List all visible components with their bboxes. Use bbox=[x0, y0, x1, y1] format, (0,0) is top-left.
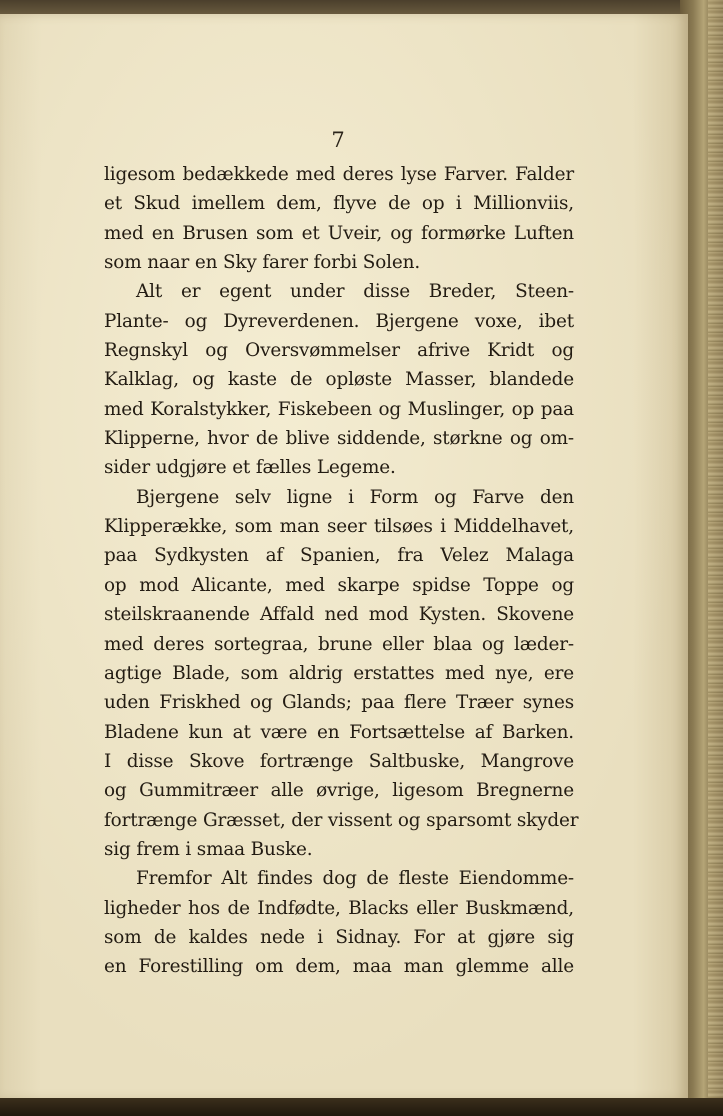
text-line: et Skud imellem dem, flyve de op i Millionviis, bbox=[104, 193, 574, 215]
book-bottom-edge bbox=[0, 1098, 723, 1116]
text-line: Kalklag, og kaste de opløste Masser, blandede bbox=[104, 369, 574, 391]
text-line: Regnskyl og Oversvømmelser afrive Kridt og bbox=[104, 340, 574, 362]
text-line: med Koralstykker, Fiskebeen og Muslinger, op paa bbox=[104, 398, 574, 420]
page-number: 7 bbox=[331, 128, 345, 152]
text-line: Fremfor Alt findes dog de fleste Eiendomme- bbox=[136, 868, 574, 890]
text-line: som naar en Sky farer forbi Solen. bbox=[104, 252, 421, 274]
text-line: og Gummitræer alle øvrige, ligesom Bregnerne bbox=[104, 780, 574, 802]
text-line: med en Brusen som et Uveir, og formørke Luften bbox=[104, 222, 574, 244]
text-line: Klipperne, hvor de blive siddende, størkne og om- bbox=[104, 428, 574, 450]
text-line: Klipperække, som man seer tilsøes i Middelhavet, bbox=[104, 516, 574, 538]
text-line: fortrænge Græsset, der vissent og sparsomt skyder bbox=[104, 809, 579, 831]
text-line: en Forestilling om dem, maa man glemme alle bbox=[104, 956, 574, 978]
text-line: med deres sortegraa, brune eller blaa og læder- bbox=[104, 633, 574, 655]
text-line: Bladene kun at være en Fortsættelse af Barken. bbox=[104, 721, 574, 743]
text-line: som de kaldes nede i Sidnay. For at gjøre sig bbox=[104, 926, 574, 948]
text-line: agtige Blade, som aldrig erstattes med nye, ere bbox=[104, 662, 574, 684]
body-text bbox=[104, 160, 579, 982]
text-line: ligesom bedækkede med deres lyse Farver. Falder bbox=[104, 164, 574, 185]
text-line: I disse Skove fortrænge Saltbuske, Mangrove bbox=[104, 750, 574, 772]
text-line: sider udgjøre et fælles Legeme. bbox=[104, 457, 396, 479]
text-line: ligheder hos de Indfødte, Blacks eller Buskmænd, bbox=[104, 897, 574, 919]
text-line: uden Friskhed og Glands; paa flere Træer synes bbox=[104, 692, 574, 714]
text-line: Bjergene selv ligne i Form og Farve den bbox=[136, 486, 574, 508]
text-line: steilskraanende Affald ned mod Kysten. Skovene bbox=[104, 604, 574, 626]
text-line: sig frem i smaa Buske. bbox=[104, 838, 313, 860]
text-line: op mod Alicante, med skarpe spidse Toppe og bbox=[104, 574, 574, 596]
text-line: Alt er egent under disse Breder, Steen- bbox=[136, 281, 574, 303]
page-edges bbox=[708, 0, 723, 1116]
text-line: paa Sydkysten af Spanien, fra Velez Malaga bbox=[104, 545, 574, 567]
text-line: Plante- og Dyreverdenen. Bjergene voxe, ibet bbox=[104, 310, 574, 332]
